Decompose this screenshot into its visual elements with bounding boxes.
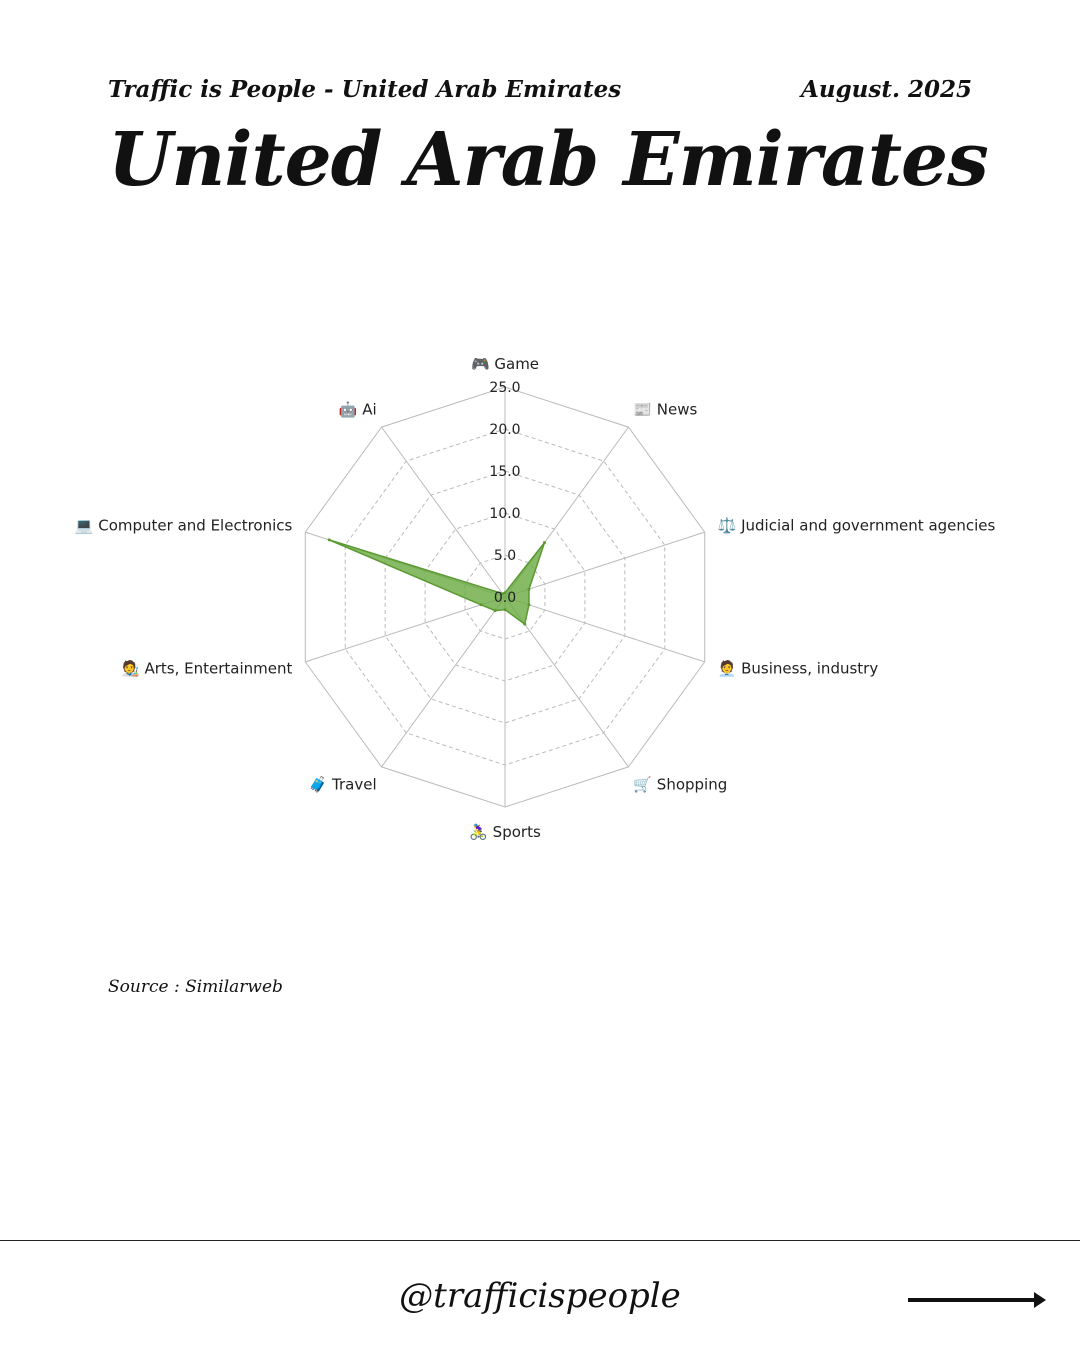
tick-label: 10.0 [489,506,521,522]
grid-spoke [382,597,505,767]
data-point [504,608,507,611]
next-arrow-icon[interactable] [906,1288,1048,1312]
source-note: Source : Similarweb [108,977,283,997]
data-point [328,538,331,541]
category-label: 🧑‍💼 Business, industry [717,659,879,678]
data-point [527,588,530,591]
data-point [494,609,497,612]
data-point [480,603,483,606]
grid-spoke [505,597,705,662]
tick-label: 20.0 [489,422,521,438]
category-label: 🎮 Game [470,355,540,373]
footer-divider [0,1240,1080,1241]
category-label: 🛒 Shopping [633,775,728,794]
category-label: 💻 Computer and Electronics [74,516,293,535]
category-label: 🚴‍♀️ Sports [469,823,541,841]
tick-label: 15.0 [489,464,521,480]
header-subtitle: Traffic is People - United Arab Emirates [108,76,622,103]
grid-spoke [382,427,505,597]
grid-spoke [305,597,505,662]
data-point [543,541,546,544]
category-label: 🧳 Travel [308,775,377,794]
tick-label: 0.0 [493,590,517,606]
data-point [527,603,530,606]
footer-handle: @trafficispeople [399,1276,681,1316]
tick-label: 5.0 [493,548,517,564]
category-label: 📰 News [633,400,698,419]
data-point [523,623,526,626]
category-label: 🧑‍🎨 Arts, Entertainment [121,659,293,678]
header-date: August. 2025 [801,76,972,103]
tick-label: 25.0 [489,380,521,396]
category-label: ⚖️ Judicial and government agencies [717,516,996,535]
category-labels [75,355,996,841]
page-title: United Arab Emirates [108,117,988,203]
radar-chart [0,340,1080,860]
category-label: 🤖 Ai [338,400,377,419]
